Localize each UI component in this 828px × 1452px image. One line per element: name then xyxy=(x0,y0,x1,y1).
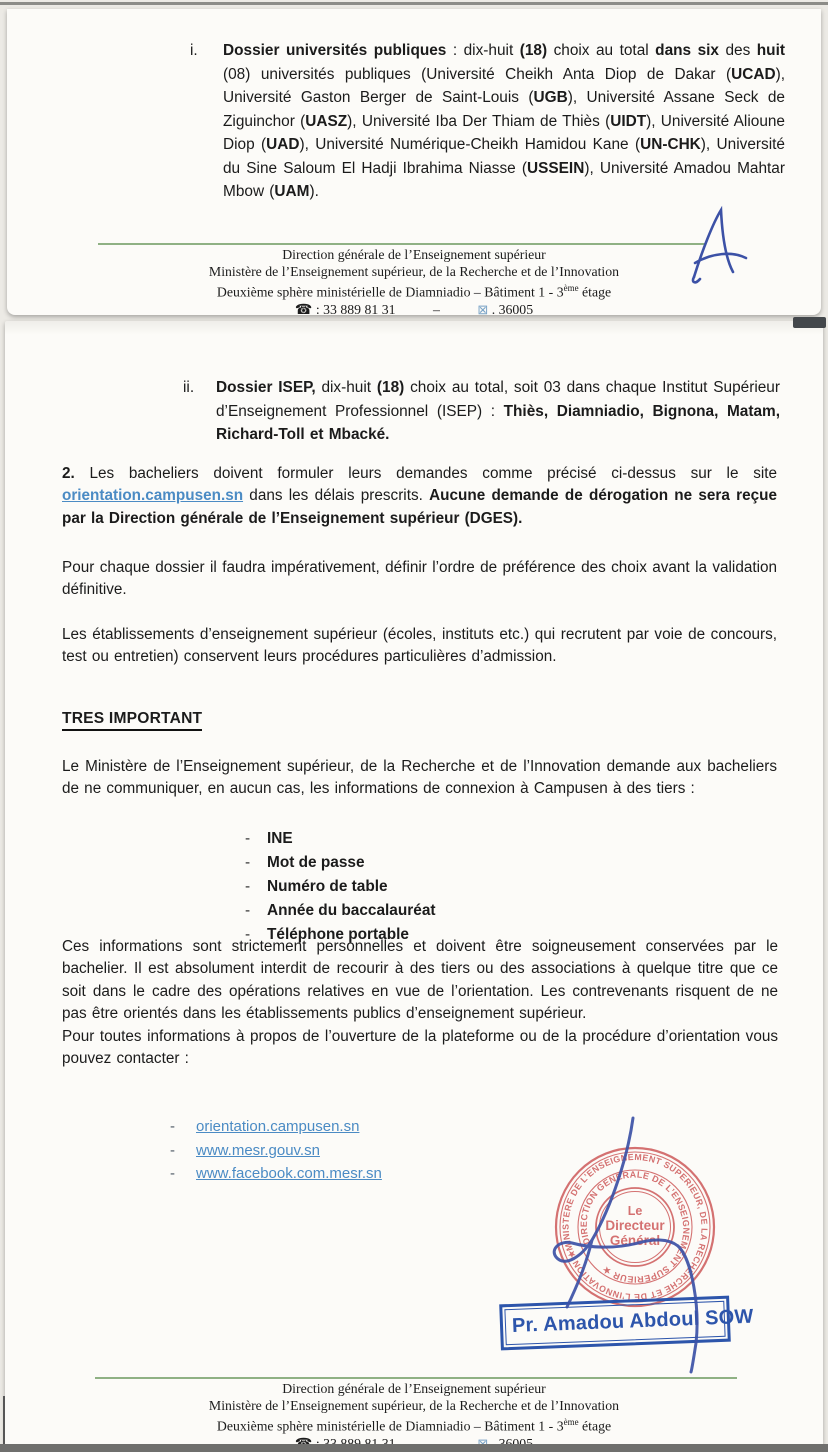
handwritten-initial-icon xyxy=(682,203,760,291)
scan-top-edge xyxy=(0,2,828,5)
paragraph-ordre-preference: Pour chaque dossier il faudra impérativement, définir l’ordre de préférence des choix avant la validation définitive. xyxy=(62,559,777,599)
list-dash: - xyxy=(245,830,251,847)
credential-label: INE xyxy=(267,830,293,847)
section-heading-tres-important xyxy=(62,710,202,731)
link-mesr-gouv[interactable]: www.mesr.gouv.sn xyxy=(196,1141,320,1159)
footer-line3: Deuxième sphère ministérielle de Diamniadio – Bâtiment 1 - 3ème étage xyxy=(216,1417,612,1434)
footer-mailbox-number: . 36005 xyxy=(491,302,534,318)
closing-paragraphs xyxy=(62,936,778,1070)
contact-link-row xyxy=(170,1142,382,1166)
credential-item-annee-bac xyxy=(245,902,436,926)
scan-left-edge xyxy=(3,1396,5,1444)
mail-icon: ⊠ xyxy=(477,302,489,318)
scan-artifact-mark xyxy=(793,317,826,328)
list-item-isep xyxy=(183,376,780,447)
list-dash: - xyxy=(245,878,251,895)
footer-separator: – xyxy=(432,302,440,318)
scan-bottom-edge xyxy=(0,1444,828,1452)
link-facebook-mesr[interactable]: www.facebook.com.mesr.sn xyxy=(196,1165,382,1182)
stamp-center-line3: Général xyxy=(609,1233,661,1248)
list-marker-ii: ii. xyxy=(183,379,195,396)
list-item-i-text: Dossier universités publiques : dix-huit (18) choix au total dans six des huit (08) universités publiques (Université Cheikh Anta Diop de Dakar (UCAD), Université Gaston Berger de Saint-Louis (UGB), Université Assane Seck de Ziguinchor (UASZ), Université Iba Der Thiam de Thiès (UIDT), Université Alioune Diop (UAD), Université Numérique-Cheikh Hamidou Kane (UN-CHK), Université du Sine Saloum El Hadji Ibrahima Niasse (USSEIN), Université Amadou Mahtar Mbow (UAM). xyxy=(223,42,785,200)
credentials-list xyxy=(245,830,436,950)
contact-link-row xyxy=(170,1165,382,1189)
list-dash: - xyxy=(245,902,251,919)
stamp-inner-ring-text: DIRECTION GENERALE DE L’ENSEIGNEMENT SUPERIEUR ★ xyxy=(578,1169,692,1285)
footer-line2: Ministère de l’Enseignement supérieur, de la Recherche et de l’Innovation xyxy=(208,1397,620,1413)
signature-icon xyxy=(520,1110,730,1410)
footer-line2: Ministère de l’Enseignement supérieur, de la Recherche et de l’Innovation xyxy=(208,263,620,279)
credential-label: Téléphone portable xyxy=(267,926,409,943)
credential-label: Mot de passe xyxy=(267,854,365,871)
credential-label: Année du baccalauréat xyxy=(267,902,436,919)
credential-item-ine xyxy=(245,830,436,854)
contact-links-list xyxy=(170,1118,382,1189)
list-item-ii-text: Dossier ISEP, dix-huit (18) choix au total, soit 03 dans chaque Institut Supérieur d’Enseignement Professionnel (ISEP) : Thiès, Diamniadio, Bignona, Matam, Richard-Toll et Mbacké. xyxy=(216,379,780,443)
list-dash: - xyxy=(170,1141,175,1159)
footer-phone-number: : 33 889 81 31 xyxy=(315,302,396,318)
stamp-center-line2: Directeur xyxy=(605,1218,665,1233)
paragraph-etablissements: Les établissements d’enseignement supérieur (écoles, instituts etc.) qui recrutent par voie de concours, test ou entretien) conservent leurs procédures particulières d’admission. xyxy=(62,626,777,666)
footer-line1: Direction générale de l’Enseignement supérieur xyxy=(282,247,546,262)
heading-text: TRES IMPORTANT xyxy=(62,710,202,731)
link-orientation-campusen[interactable]: orientation.campusen.sn xyxy=(196,1118,360,1135)
stamp-outer-ring-text: MINISTERE DE L’ENSEIGNEMENT SUPERIEUR, DE LA RECHERCHE ET DE L’INNOVATION ★ xyxy=(560,1151,710,1303)
list-dash: - xyxy=(245,854,251,871)
list-item-universites-publiques xyxy=(190,39,785,204)
list-dash: - xyxy=(170,1165,175,1182)
contact-link-row xyxy=(170,1118,382,1142)
paragraph-bacheliers-demandes: 2. Les bacheliers doivent formuler leurs demandes comme précisé ci-dessus sur le site orientation.campusen.sn dans les délais prescrits. Aucune demande de dérogation ne sera reçue par la Direction générale de l’Enseignement supérieur (DGES). xyxy=(62,465,777,527)
paragraph-informations-personnelles: Ces informations sont strictement personnelles et doivent être soigneusement conservées par le bachelier. Il est absolument interdit de recourir à des tiers ou des associations à quelque titre que ce soit dans le cadre des opérations relatives en vue de l’orientation. Les contrevenants risquent de ne pas être orientés dans les établissements publics d’enseignement supérieur. xyxy=(62,938,778,1023)
list-dash: - xyxy=(245,926,251,943)
paragraph-ministere-demande: Le Ministère de l’Enseignement supérieur, de la Recherche et de l’Innovation demande aux bacheliers de ne communiquer, en aucun cas, les informations de connexion à Campusen à des tiers : xyxy=(62,758,777,798)
footer-line3: Deuxième sphère ministérielle de Diamniadio – Bâtiment 1 - 3ème étage xyxy=(216,283,612,300)
director-name: Pr. Amadou Abdoul SOW xyxy=(504,1301,725,1345)
credential-item-numero-de-table xyxy=(245,878,436,902)
footer-line1: Direction générale de l’Enseignement supérieur xyxy=(282,1381,546,1396)
footer-contact-line xyxy=(7,302,821,320)
paragraph-pour-toutes-informations: Pour toutes informations à propos de l’ouverture de la plateforme ou de la procédure d’orientation vous pouvez contacter : xyxy=(62,1027,778,1068)
footer-rule-page1 xyxy=(98,243,706,245)
list-dash: - xyxy=(170,1118,175,1135)
credential-item-mot-de-passe xyxy=(245,854,436,878)
inline-link[interactable]: orientation.campusen.sn xyxy=(62,487,244,505)
credential-label: Numéro de table xyxy=(267,878,388,895)
phone-icon: ☎ xyxy=(294,303,313,319)
list-marker-i: i. xyxy=(190,42,198,59)
stamp-center-line1: Le xyxy=(627,1204,643,1218)
